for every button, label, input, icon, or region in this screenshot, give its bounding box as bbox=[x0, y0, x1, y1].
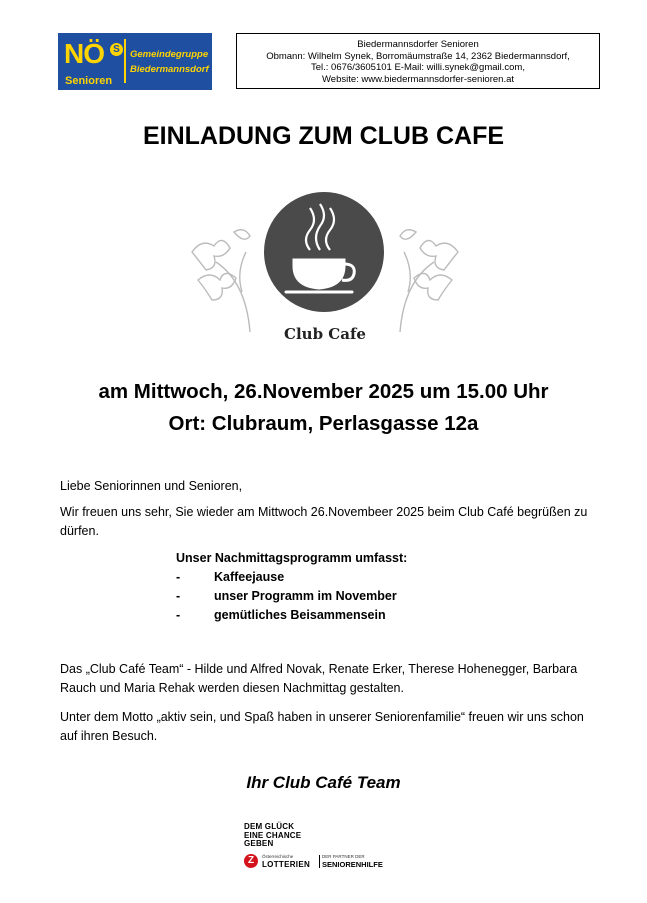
logo-no-block bbox=[62, 37, 124, 87]
logo-badge: S bbox=[110, 43, 123, 56]
contact-phone-email: Tel.: 0676/3605101 E-Mail: willi.synek@gmail.com, bbox=[311, 62, 525, 74]
logo-brand: NÖ bbox=[64, 38, 104, 69]
contact-org: Biedermannsdorfer Senioren bbox=[357, 39, 479, 50]
leaf-ornament-left-icon bbox=[192, 230, 250, 332]
lotterien-slogan bbox=[244, 823, 301, 849]
program-heading: Unser Nachmittagsprogramm umfasst: bbox=[176, 551, 408, 565]
logo-group bbox=[130, 47, 209, 77]
event-place: Ort: Clubraum, Perlasgasse 12a bbox=[168, 412, 479, 435]
program-item bbox=[176, 608, 386, 622]
contact-website: Website: www.biedermannsdorfer-senioren.at bbox=[321, 73, 515, 85]
logo-group-line1: Gemeindegruppe bbox=[130, 49, 209, 60]
contact-address: Obmann: Wilhelm Synek, Borromäumstraße 14, 2362 Biedermannsdorf, bbox=[266, 50, 570, 62]
program-bullet: - bbox=[176, 589, 181, 603]
slogan-line1: DEM GLÜCK bbox=[244, 822, 295, 831]
logo-sub: Senioren bbox=[65, 75, 113, 87]
slogan-line2: EINE CHANCE bbox=[244, 830, 302, 840]
program-item-label: Kaffeejause bbox=[214, 570, 285, 584]
lotterien-name: LOTTERIEN bbox=[262, 860, 311, 869]
lotterien-seniorenhilfe: SENIORENHILFE bbox=[322, 860, 383, 869]
senioren-logo bbox=[58, 33, 212, 90]
lotterien-badge-icon: Z bbox=[244, 854, 258, 868]
club-cafe-caption: Club Cafe bbox=[284, 325, 366, 343]
event-date: am Mittwoch, 26.November 2025 um 15.00 Uhr bbox=[98, 380, 549, 403]
greeting: Liebe Seniorinnen und Senioren, bbox=[60, 479, 243, 493]
lotterien-separator bbox=[319, 855, 320, 868]
program-item-label: gemütliches Beisammensein bbox=[214, 608, 386, 622]
contact-box bbox=[236, 33, 600, 89]
program-bullet: - bbox=[176, 570, 181, 584]
page-title: EINLADUNG ZUM CLUB CAFE bbox=[142, 122, 505, 150]
leaf-ornament-right-icon bbox=[400, 230, 458, 332]
intro-text: Wir freuen uns sehr, Sie wieder am Mittwoch 26.Novembeer 2025 beim Club Café begrüßen zu dürfen. bbox=[60, 505, 588, 538]
logo-group-line2: Biedermannsdorf bbox=[130, 64, 209, 75]
logo-divider bbox=[124, 39, 126, 83]
program-item bbox=[176, 589, 397, 603]
signature: Ihr Club Café Team bbox=[246, 773, 401, 792]
lotterien-logo bbox=[244, 823, 414, 873]
motto-text: Unter dem Motto „aktiv sein, und Spaß haben in unserer Seniorenfamilie“ freuen wir uns schon auf ihren Besuch. bbox=[60, 710, 584, 743]
program-bullet: - bbox=[176, 608, 181, 622]
lotterien-small: Österreichische bbox=[262, 854, 294, 859]
program-item bbox=[176, 570, 284, 584]
program-item-label: unser Programm im November bbox=[214, 589, 397, 603]
lotterien-partner: DER PARTNER DER bbox=[322, 854, 365, 859]
slogan-line3: GEBEN bbox=[244, 839, 274, 848]
club-cafe-image bbox=[186, 192, 464, 352]
team-text: Das „Club Café Team“ - Hilde und Alfred Novak, Renate Erker, Therese Hohenegger, Barbara Rauch und Maria Rehak werden diesen Nachmittag gestalten. bbox=[60, 662, 578, 695]
